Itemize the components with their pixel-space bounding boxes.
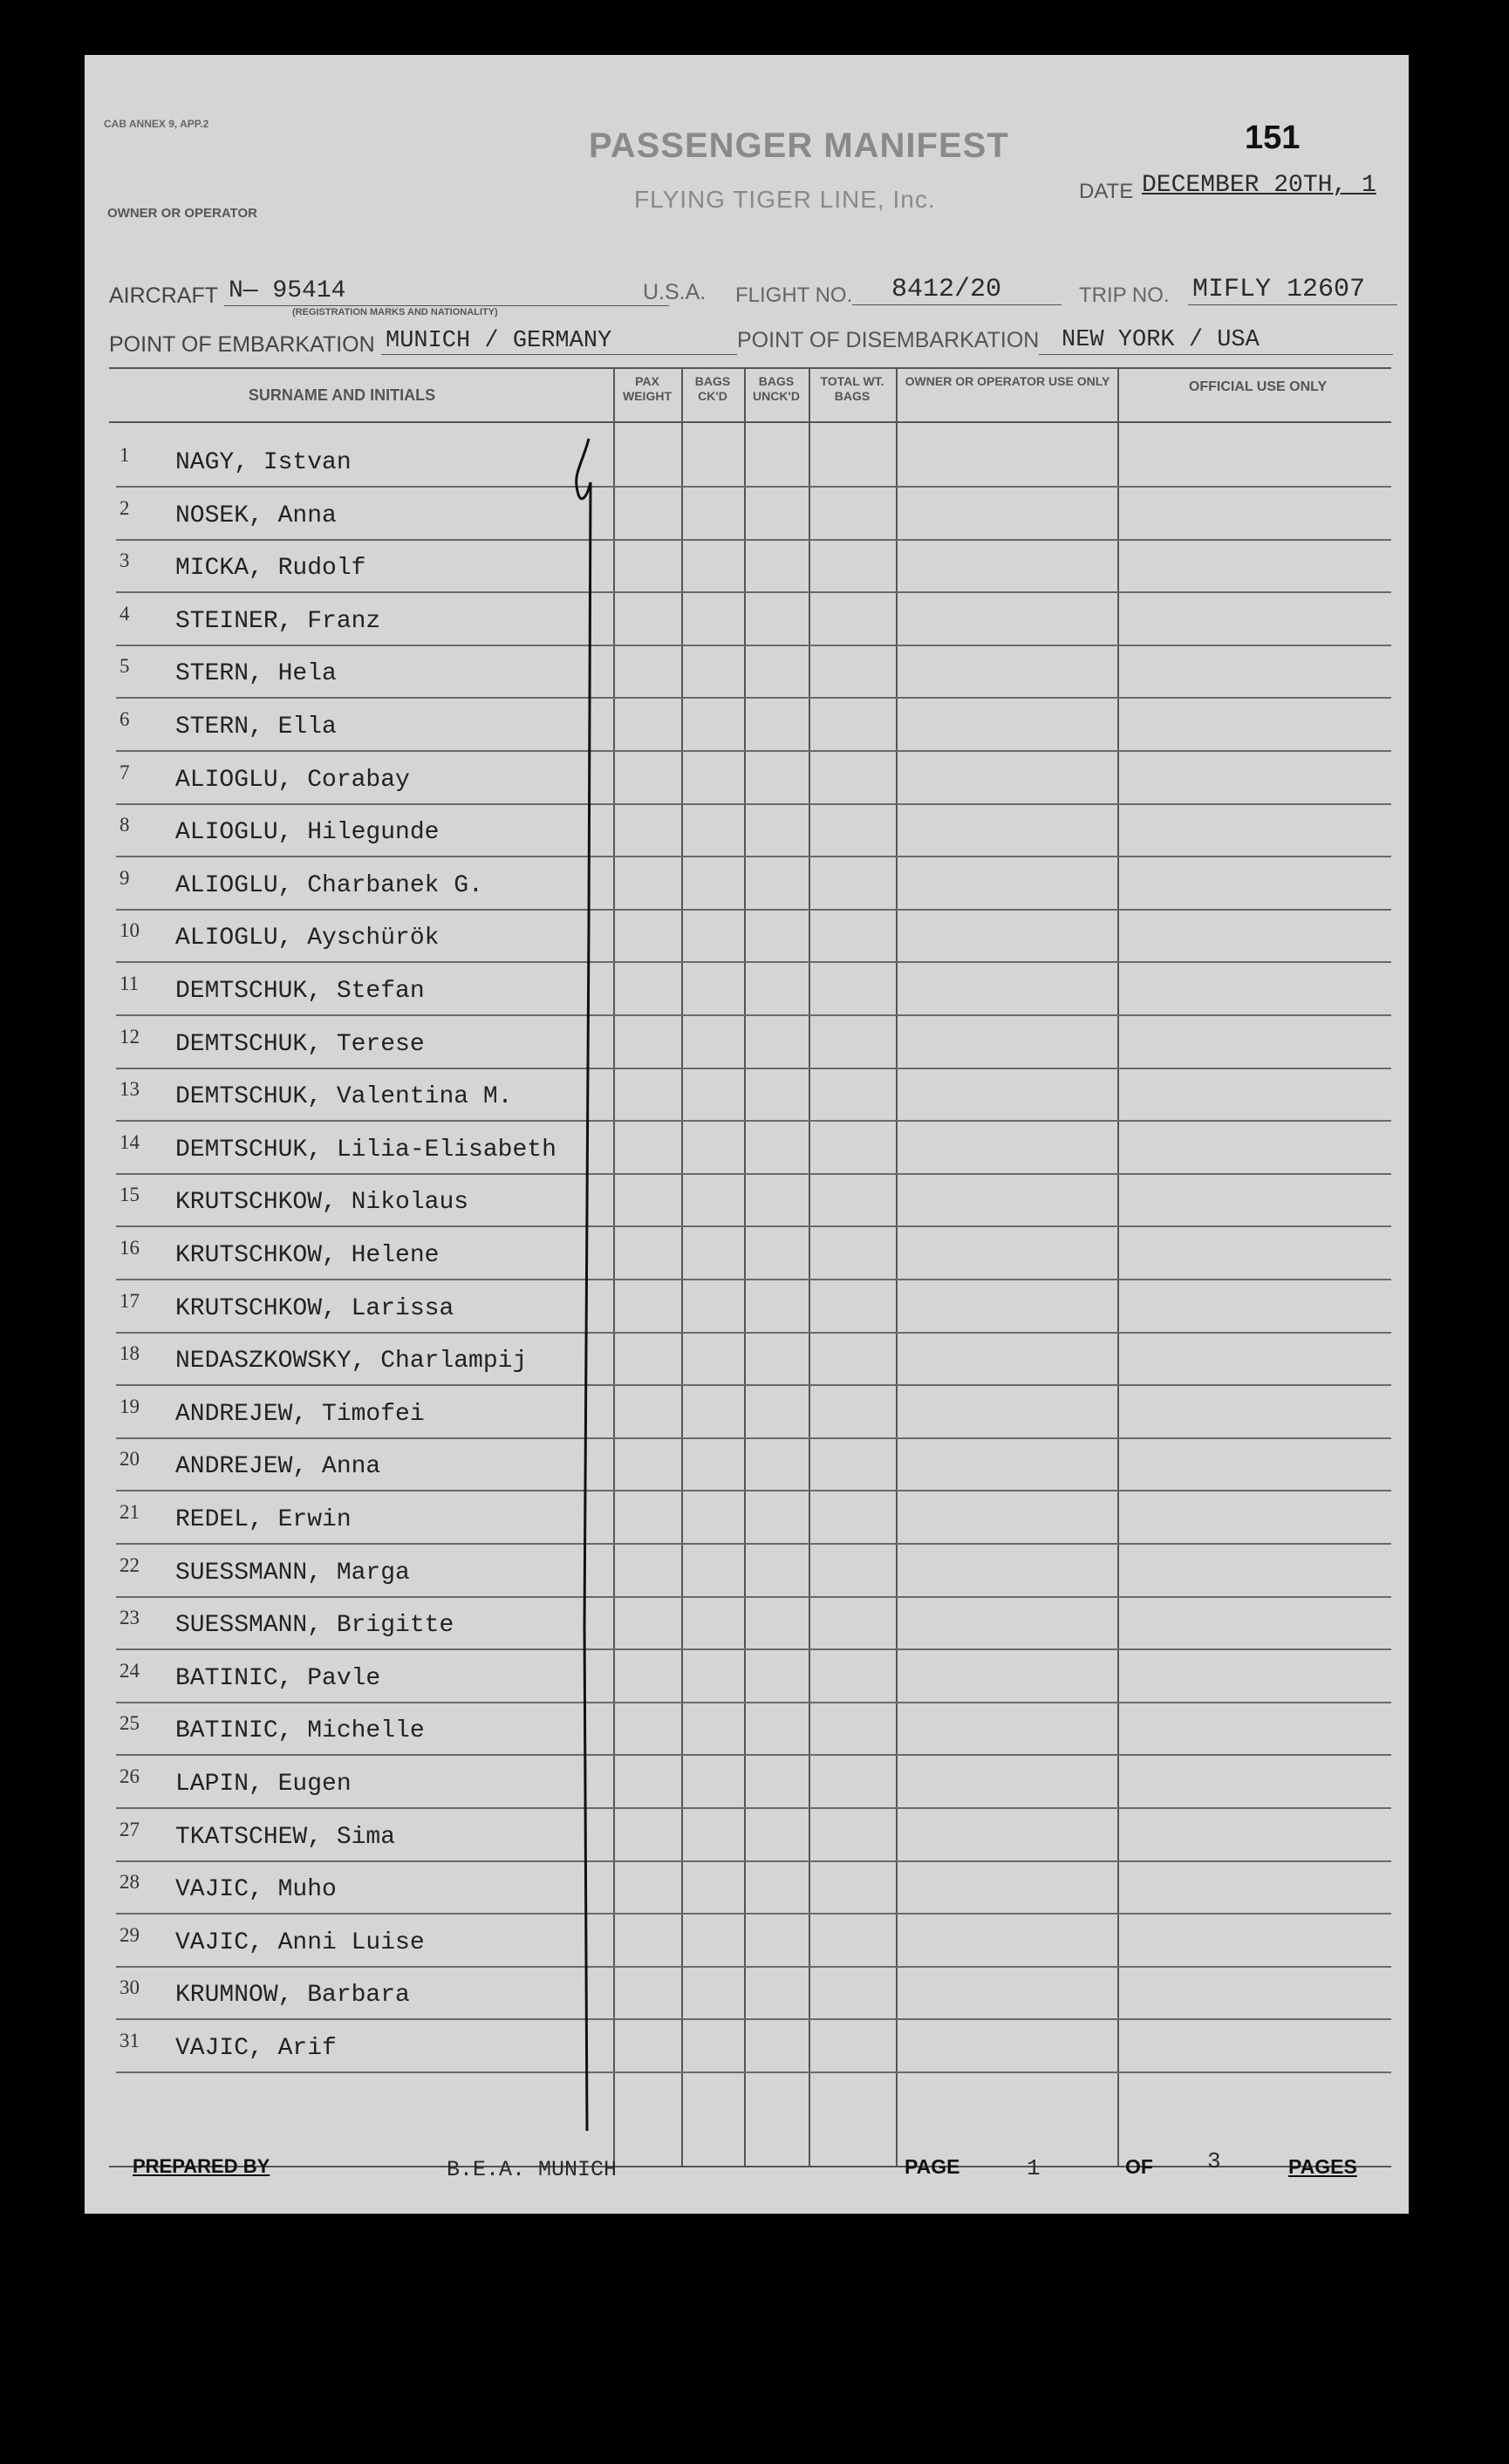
row-number: 25 (119, 1712, 140, 1735)
manifest-sheet (85, 55, 1409, 2214)
passenger-name: ALIOGLU, Hilegunde (175, 819, 440, 847)
col-header-total-wt: TOTAL WT. BAGS (820, 374, 884, 403)
row-number: 20 (119, 1448, 140, 1471)
passenger-name: STERN, Ella (175, 713, 337, 741)
row-number: 6 (119, 708, 130, 730)
disembarkation-label: POINT OF DISEMBARKATION (737, 328, 1040, 352)
passenger-name: REDEL, Erwin (175, 1506, 352, 1533)
row-number: 13 (119, 1078, 140, 1101)
row-number: 16 (119, 1237, 140, 1259)
row-number: 7 (119, 761, 130, 783)
aircraft-value: N— 95414 (229, 277, 346, 304)
passenger-name: SUESSMANN, Marga (175, 1559, 410, 1587)
col-header-bags-unckd: BAGS UNCK'D (753, 374, 800, 403)
handwritten-bracket-line (85, 55, 1409, 2214)
date-value: DECEMBER 20TH, 1 (1142, 172, 1376, 199)
disembarkation-value: NEW YORK / USA (1062, 327, 1260, 353)
passenger-name: MICKA, Rudolf (175, 555, 366, 583)
passenger-name: ANDREJEW, Timofei (175, 1400, 425, 1428)
row-number: 26 (119, 1765, 140, 1787)
row-number: 5 (119, 655, 130, 678)
trip-no-value: MIFLY 12607 (1192, 275, 1366, 304)
passenger-name: VAJIC, Anni Luise (175, 1928, 425, 1956)
passenger-name: ALIOGLU, Ayschürök (175, 925, 440, 952)
flight-no-value: 8412/20 (891, 275, 1002, 304)
cab-annex-label: CAB ANNEX 9, APP.2 (104, 118, 209, 130)
passenger-name: VAJIC, Arif (175, 2035, 337, 2062)
passenger-name: ALIOGLU, Corabay (175, 766, 410, 794)
passenger-name: DEMTSCHUK, Stefan (175, 978, 425, 1005)
page-stamp: 151 (1245, 119, 1301, 156)
col-header-owner-use: OWNER OR OPERATOR USE ONLY (905, 374, 1110, 388)
passenger-name: VAJIC, Muho (175, 1876, 337, 1904)
country-label: U.S.A. (643, 280, 707, 304)
passenger-name: LAPIN, Eugen (175, 1771, 352, 1798)
page-value: 1 (1027, 2155, 1041, 2181)
operator-name: FLYING TIGER LINE, Inc. (634, 186, 936, 213)
row-number: 27 (119, 1818, 140, 1840)
passenger-name: TKATSCHEW, Sima (175, 1823, 396, 1851)
embarkation-label: POINT OF EMBARKATION (109, 332, 375, 357)
col-header-official-use: OFFICIAL USE ONLY (1188, 379, 1328, 394)
passenger-name: NAGY, Istvan (175, 449, 352, 476)
col-header-pax-weight: PAX WEIGHT (623, 374, 672, 403)
registration-note: (REGISTRATION MARKS AND NATIONALITY) (292, 307, 498, 317)
owner-operator-label: OWNER OR OPERATOR (107, 206, 257, 221)
passenger-name: STERN, Hela (175, 660, 337, 688)
passenger-name: SUESSMANN, Brigitte (175, 1612, 454, 1640)
of-label: OF (1125, 2155, 1153, 2178)
row-number: 2 (119, 496, 130, 519)
passenger-name: DEMTSCHUK, Valentina M. (175, 1083, 513, 1111)
passenger-name: NOSEK, Anna (175, 502, 337, 529)
col-header-bags-ckd: BAGS CK'D (694, 374, 731, 403)
form-title: PASSENGER MANIFEST (589, 126, 1009, 165)
row-number: 12 (119, 1025, 140, 1048)
row-number: 24 (119, 1659, 140, 1682)
row-number: 11 (119, 973, 140, 994)
embarkation-value: MUNICH / GERMANY (386, 328, 612, 354)
footer-top-border (109, 2166, 1391, 2167)
prepared-by-label: PREPARED BY (133, 2155, 270, 2177)
row-number: 29 (119, 1923, 140, 1946)
row-number: 23 (119, 1607, 140, 1629)
col-header-surname: SURNAME AND INITIALS (248, 386, 436, 404)
passenger-name: ANDREJEW, Anna (175, 1453, 381, 1481)
passenger-name: STEINER, Franz (175, 607, 381, 635)
row-number: 21 (119, 1501, 140, 1523)
row-number: 28 (119, 1871, 140, 1894)
row-number: 19 (119, 1395, 140, 1417)
row-number: 10 (119, 919, 140, 942)
passenger-name: BATINIC, Pavle (175, 1664, 381, 1692)
passenger-name: ALIOGLU, Charbanek G. (175, 871, 483, 899)
date-label: DATE (1079, 180, 1134, 203)
passenger-name: KRUTSCHKOW, Larissa (175, 1294, 454, 1322)
flight-no-label: FLIGHT NO. (735, 283, 853, 307)
aircraft-label: AIRCRAFT (109, 283, 218, 308)
pages-label: PAGES (1288, 2155, 1357, 2178)
row-number: 14 (119, 1130, 140, 1153)
passenger-name: DEMTSCHUK, Lilia-Elisabeth (175, 1136, 556, 1164)
row-number: 17 (119, 1289, 140, 1312)
row-number: 31 (119, 2030, 140, 2051)
prepared-by-value: B.E.A. MUNICH (447, 2157, 618, 2182)
row-number: 1 (119, 444, 130, 466)
row-number: 15 (119, 1184, 140, 1206)
passenger-name: NEDASZKOWSKY, Charlampij (175, 1348, 528, 1375)
trip-no-label: TRIP NO. (1079, 283, 1170, 307)
passenger-name: KRUMNOW, Barbara (175, 1982, 410, 2010)
of-value: 3 (1207, 2148, 1221, 2174)
passenger-name: BATINIC, Michelle (175, 1717, 425, 1745)
row-number: 9 (119, 866, 130, 889)
row-number: 18 (119, 1342, 140, 1365)
row-number: 3 (119, 549, 130, 572)
row-number: 30 (119, 1976, 140, 1999)
passenger-name: KRUTSCHKOW, Helene (175, 1242, 440, 1269)
row-number: 8 (119, 814, 130, 836)
passenger-name: DEMTSCHUK, Terese (175, 1030, 425, 1058)
row-number: 22 (119, 1553, 140, 1576)
page-label: PAGE (905, 2155, 960, 2178)
row-number: 4 (119, 602, 130, 625)
passenger-name: KRUTSCHKOW, Nikolaus (175, 1189, 469, 1217)
